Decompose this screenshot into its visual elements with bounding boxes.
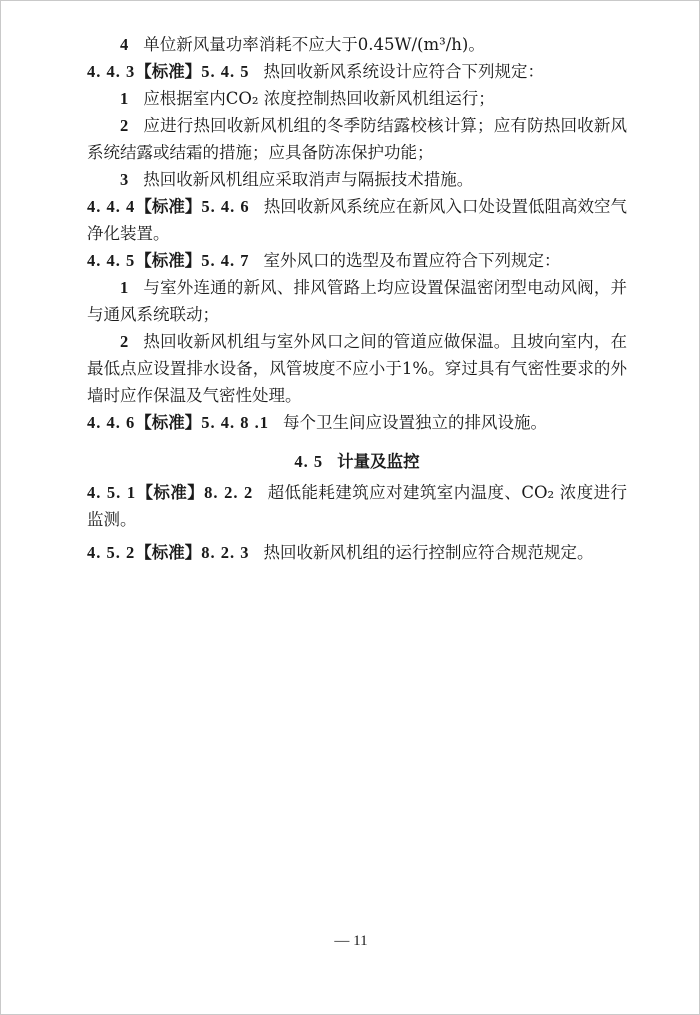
item-number: 3 bbox=[120, 170, 130, 189]
section-number: 4. 5 bbox=[294, 452, 324, 471]
clause-number: 4. 4. 6 bbox=[87, 413, 136, 432]
clause-item-1b bbox=[87, 274, 627, 328]
clause-text: 超低能耗建筑应对建筑室内温度、 bbox=[267, 483, 522, 502]
clause-4-4-5 bbox=[87, 247, 627, 274]
clause-item-2 bbox=[87, 112, 627, 166]
clause-4-4-4 bbox=[87, 193, 627, 247]
clause-4-4-6 bbox=[87, 409, 627, 436]
clause-text: 室外风口的选型及布置应符合下列规定： bbox=[263, 251, 561, 270]
standard-tag: 【标准】 bbox=[136, 483, 205, 502]
clause-text: 应进行热回收新风机组的冬季防结露校核计算；应有防热回收新风系统结露或结霜的措施；应具备防冻保护功能； bbox=[87, 116, 627, 162]
clause-text: 热回收新风机组应采取消声与隔振技术措施。 bbox=[143, 170, 474, 189]
clause-item-4 bbox=[87, 31, 627, 58]
clause-4-5-2 bbox=[87, 539, 627, 566]
section-heading bbox=[87, 448, 627, 475]
clause-text: 热回收新风系统应在新风入口处设置低阻高效空气净化装置。 bbox=[87, 197, 628, 243]
clause-text: 与室外连通的新风、排风管路上均应设置保温密闭型电动风阀，并与通风系统联动； bbox=[87, 278, 627, 324]
clause-text: 热回收新风机组与室外风口之间的管道应做保温。且坡向室内，在最低点应设置排水设备，风管坡度不应小于 bbox=[87, 332, 627, 378]
clause-text: 每个卫生间应设置独立的排风设施。 bbox=[283, 413, 547, 432]
item-number: 1 bbox=[120, 278, 130, 297]
clause-text: 热回收新风机组的运行控制应符合规范规定。 bbox=[263, 543, 594, 562]
standard-reference: 5. 4. 6 bbox=[201, 197, 250, 216]
clause-4-5-1 bbox=[87, 479, 627, 533]
clause-item-2b bbox=[87, 328, 627, 409]
item-number: 4 bbox=[120, 35, 130, 54]
standard-tag: 【标准】 bbox=[135, 413, 202, 432]
clause-item-1 bbox=[87, 85, 627, 112]
standard-reference: 5. 4. 7 bbox=[201, 251, 250, 270]
clause-item-3 bbox=[87, 166, 627, 193]
standard-tag: 【标准】 bbox=[135, 543, 202, 562]
standard-tag: 【标准】 bbox=[135, 62, 202, 81]
standard-reference: 8. 2. 2 bbox=[204, 483, 254, 502]
standard-reference: 8. 2. 3 bbox=[201, 543, 250, 562]
clause-number: 4. 5. 2 bbox=[87, 543, 136, 562]
clause-text: 应根据室内 bbox=[143, 89, 226, 108]
standard-tag: 【标准】 bbox=[135, 197, 202, 216]
clause-text: 热回收新风系统设计应符合下列规定： bbox=[263, 62, 544, 81]
item-number: 2 bbox=[120, 116, 130, 135]
item-number: 2 bbox=[120, 332, 130, 351]
standard-tag: 【标准】 bbox=[135, 251, 202, 270]
clause-text-value: 0.45W/(m³/h)。 bbox=[357, 35, 485, 54]
clause-number: 4. 5. 1 bbox=[87, 483, 137, 502]
clause-text-value: CO₂ 浓度进行监测。 bbox=[87, 483, 628, 529]
page-number: — 11 bbox=[334, 933, 368, 949]
clause-number: 4. 4. 3 bbox=[87, 62, 136, 81]
clause-4-4-3 bbox=[87, 58, 627, 85]
clause-number: 4. 4. 4 bbox=[87, 197, 136, 216]
clause-text-value: CO₂ 浓度控制热回收新风机组运行； bbox=[225, 89, 495, 108]
clause-number: 4. 4. 5 bbox=[87, 251, 136, 270]
standard-reference: 5. 4. 5 bbox=[201, 62, 250, 81]
page-content bbox=[87, 31, 627, 566]
clause-text: 单位新风量功率消耗不应大于 bbox=[143, 35, 358, 54]
section-title: 计量及监控 bbox=[337, 452, 420, 471]
clause-text-value: 1%。穿过具有气密性要求的外墙时应作保温及气密性处理。 bbox=[87, 359, 627, 405]
standard-reference: 5. 4. 8 .1 bbox=[201, 413, 269, 432]
item-number: 1 bbox=[120, 89, 130, 108]
